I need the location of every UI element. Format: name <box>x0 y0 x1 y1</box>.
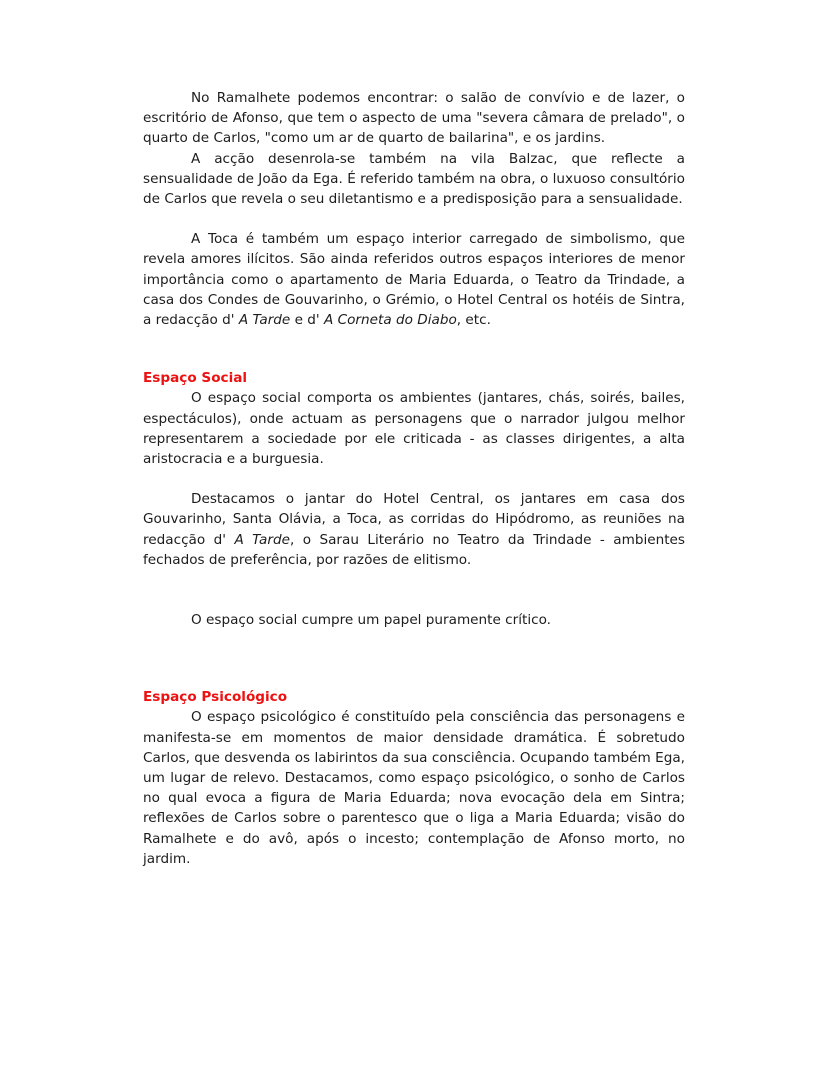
paragraph-psicologico-consciencia <box>143 707 685 869</box>
paragraph-social-ambientes <box>143 388 685 469</box>
document-content <box>143 88 685 869</box>
paragraph-text: No Ramalhete podemos encontrar: o salão de convívio e de lazer, o escritório de Afonso, que tem o aspecto de uma "severa câmara de prelado", o quarto de Carlos, "como um ar de quarto de bailarina", e os jardins. <box>143 90 685 147</box>
work-title-a-corneta-do-diabo: A Corneta do Diabo <box>324 312 457 329</box>
paragraph-text: O espaço social cumpre um papel puramente crítico. <box>191 612 551 629</box>
paragraph-text-part: A Toca é também um espaço interior carregado de simbolismo, que revela amores ilícitos. São ainda referidos outros espaços interiores de menor importância como o apartamento de Maria Eduarda, o Teatro da Trindade, a casa dos Condes de Gouvarinho, o Grémio, o Hotel Central os hotéis de Sintra, a redacção d' <box>143 231 685 329</box>
paragraph-text-part: Destacamos o jantar do Hotel Central, os jantares em casa dos Gouvarinho, Santa Olávia, a Toca, as corridas do Hipódromo, as reuniões na redacção d' <box>143 491 685 548</box>
paragraph-text-part: , etc. <box>456 312 491 329</box>
paragraph-text: A acção desenrola-se também na vila Balzac, que reflecte a sensualidade de João da Ega. É referido também na obra, o luxuoso consultório de Carlos que revela o seu diletantismo e a predisposição para a sensualidade. <box>143 150 685 208</box>
paragraph-social-papel-critico <box>143 610 685 630</box>
paragraph-text: O espaço psicológico é constituído pela consciência das personagens e manifesta-se em momentos de maior densidade dramática. É sobretudo Carlos, que desvenda os labirintos da sua consciência. Ocupando também Ega, um lugar de relevo. Destacamos, como espaço psicológico, o sonho de Carlos no qual evoca a figura de Maria Eduarda; nova evocação dela em Sintra; reflexões de Carlos sobre o parentesco que o liga a Maria Eduarda; visão do Ramalhete e do avô, após o incesto; contemplação de Afonso morto, no jardim. <box>143 709 685 867</box>
work-title-a-tarde: A Tarde <box>238 312 291 329</box>
section-heading-espaco-social: Espaço Social <box>143 370 248 387</box>
work-title-a-tarde: A Tarde <box>234 531 290 548</box>
paragraph-text: O espaço social comporta os ambientes (jantares, chás, soirés, bailes, espectáculos), onde actuam as personagens que o narrador julgou melhor representarem a sociedade por ele criticada - as classes dirigentes, a alta aristocracia e a burguesia. <box>143 390 685 468</box>
paragraph-text-part: , o Sarau Literário no Teatro da Trindade - ambientes fechados de preferência, por razões de elitismo. <box>143 531 685 568</box>
paragraph-ramalhete <box>143 88 685 149</box>
paragraph-social-destacamos <box>143 489 685 570</box>
paragraph-text-part: e d' <box>290 312 324 329</box>
paragraph-a-toca <box>143 229 685 330</box>
paragraph-vila-balzac <box>143 149 685 210</box>
section-heading-espaco-psicologico: Espaço Psicológico <box>143 689 288 706</box>
